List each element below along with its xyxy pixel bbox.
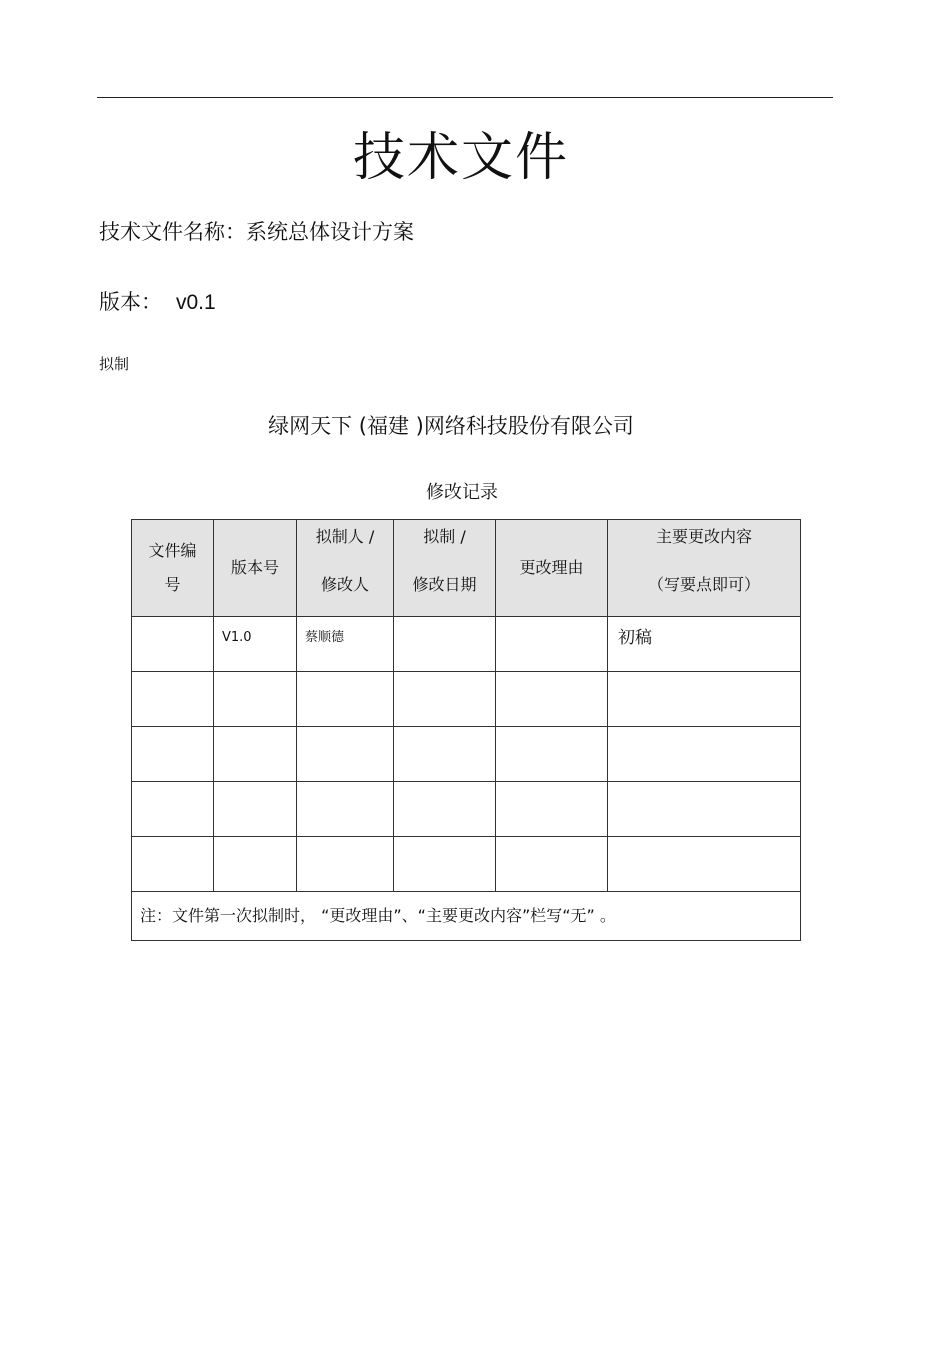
table-cell (214, 727, 297, 782)
column-header-line: 修改人 (320, 575, 369, 594)
document-title: 技术文件 (352, 128, 569, 188)
column-header-line: （写要点即可） (647, 575, 760, 594)
table-cell (608, 672, 801, 727)
table-cell (608, 782, 801, 837)
table-cell (297, 782, 394, 837)
table-cell (297, 837, 394, 892)
table-cell (214, 837, 297, 892)
column-header-change-reason (496, 520, 608, 617)
table-cell (297, 727, 394, 782)
table-cell (394, 672, 496, 727)
revision-table (131, 519, 801, 941)
table-cell (297, 672, 394, 727)
column-header-author (297, 520, 394, 617)
table-cell (132, 617, 214, 672)
column-header-line: 文件编 (148, 541, 197, 560)
table-note: 注：文件第一次拟制时， “更改理由”、“主要更改内容”栏写“无” 。 (132, 892, 801, 941)
table-cell (496, 727, 608, 782)
table-row (132, 617, 801, 672)
column-header-line: 号 (164, 575, 181, 594)
table-cell (496, 617, 608, 672)
column-header-version-number (214, 520, 297, 617)
revision-records-heading: 修改记录 (426, 482, 498, 503)
table-cell (132, 837, 214, 892)
table-note-row (132, 892, 801, 941)
version-value: v0.1 (176, 291, 216, 314)
version-line (99, 286, 216, 319)
table-cell (132, 727, 214, 782)
table-row (132, 782, 801, 837)
table-cell (394, 617, 496, 672)
table-cell (214, 672, 297, 727)
column-header-change-content (608, 520, 801, 617)
table-row (132, 672, 801, 727)
column-header-date (394, 520, 496, 617)
table-cell (608, 837, 801, 892)
table-cell (496, 837, 608, 892)
table-cell (394, 782, 496, 837)
version-label: 版本： (99, 290, 162, 314)
column-header-line: 主要更改内容 (655, 527, 752, 546)
table-cell (214, 782, 297, 837)
column-header-line: 拟制人 / (315, 527, 375, 546)
document-name-line: 技术文件名称：系统总体设计方案 (99, 220, 414, 244)
company-name: 绿网天下 (福建 )网络科技股份有限公司 (268, 414, 634, 438)
table-cell (496, 782, 608, 837)
column-header-line: 更改理由 (519, 558, 584, 577)
table-row (132, 837, 801, 892)
header-rule (97, 97, 833, 98)
table-cell (496, 672, 608, 727)
table-header-row (132, 520, 801, 617)
table-cell (132, 782, 214, 837)
column-header-line: 修改日期 (412, 575, 477, 594)
table-cell (394, 837, 496, 892)
column-header-file-number (132, 520, 214, 617)
table-cell (394, 727, 496, 782)
table-cell: 初稿 (608, 617, 801, 672)
drafted-label: 拟制 (99, 355, 130, 373)
column-header-line: 拟制 / (423, 527, 466, 546)
table-row (132, 727, 801, 782)
table-cell: 蔡顺德 (297, 617, 394, 672)
table-cell (608, 727, 801, 782)
column-header-line: 版本号 (230, 558, 279, 577)
table-cell: V1.0 (214, 617, 297, 672)
table-cell (132, 672, 214, 727)
